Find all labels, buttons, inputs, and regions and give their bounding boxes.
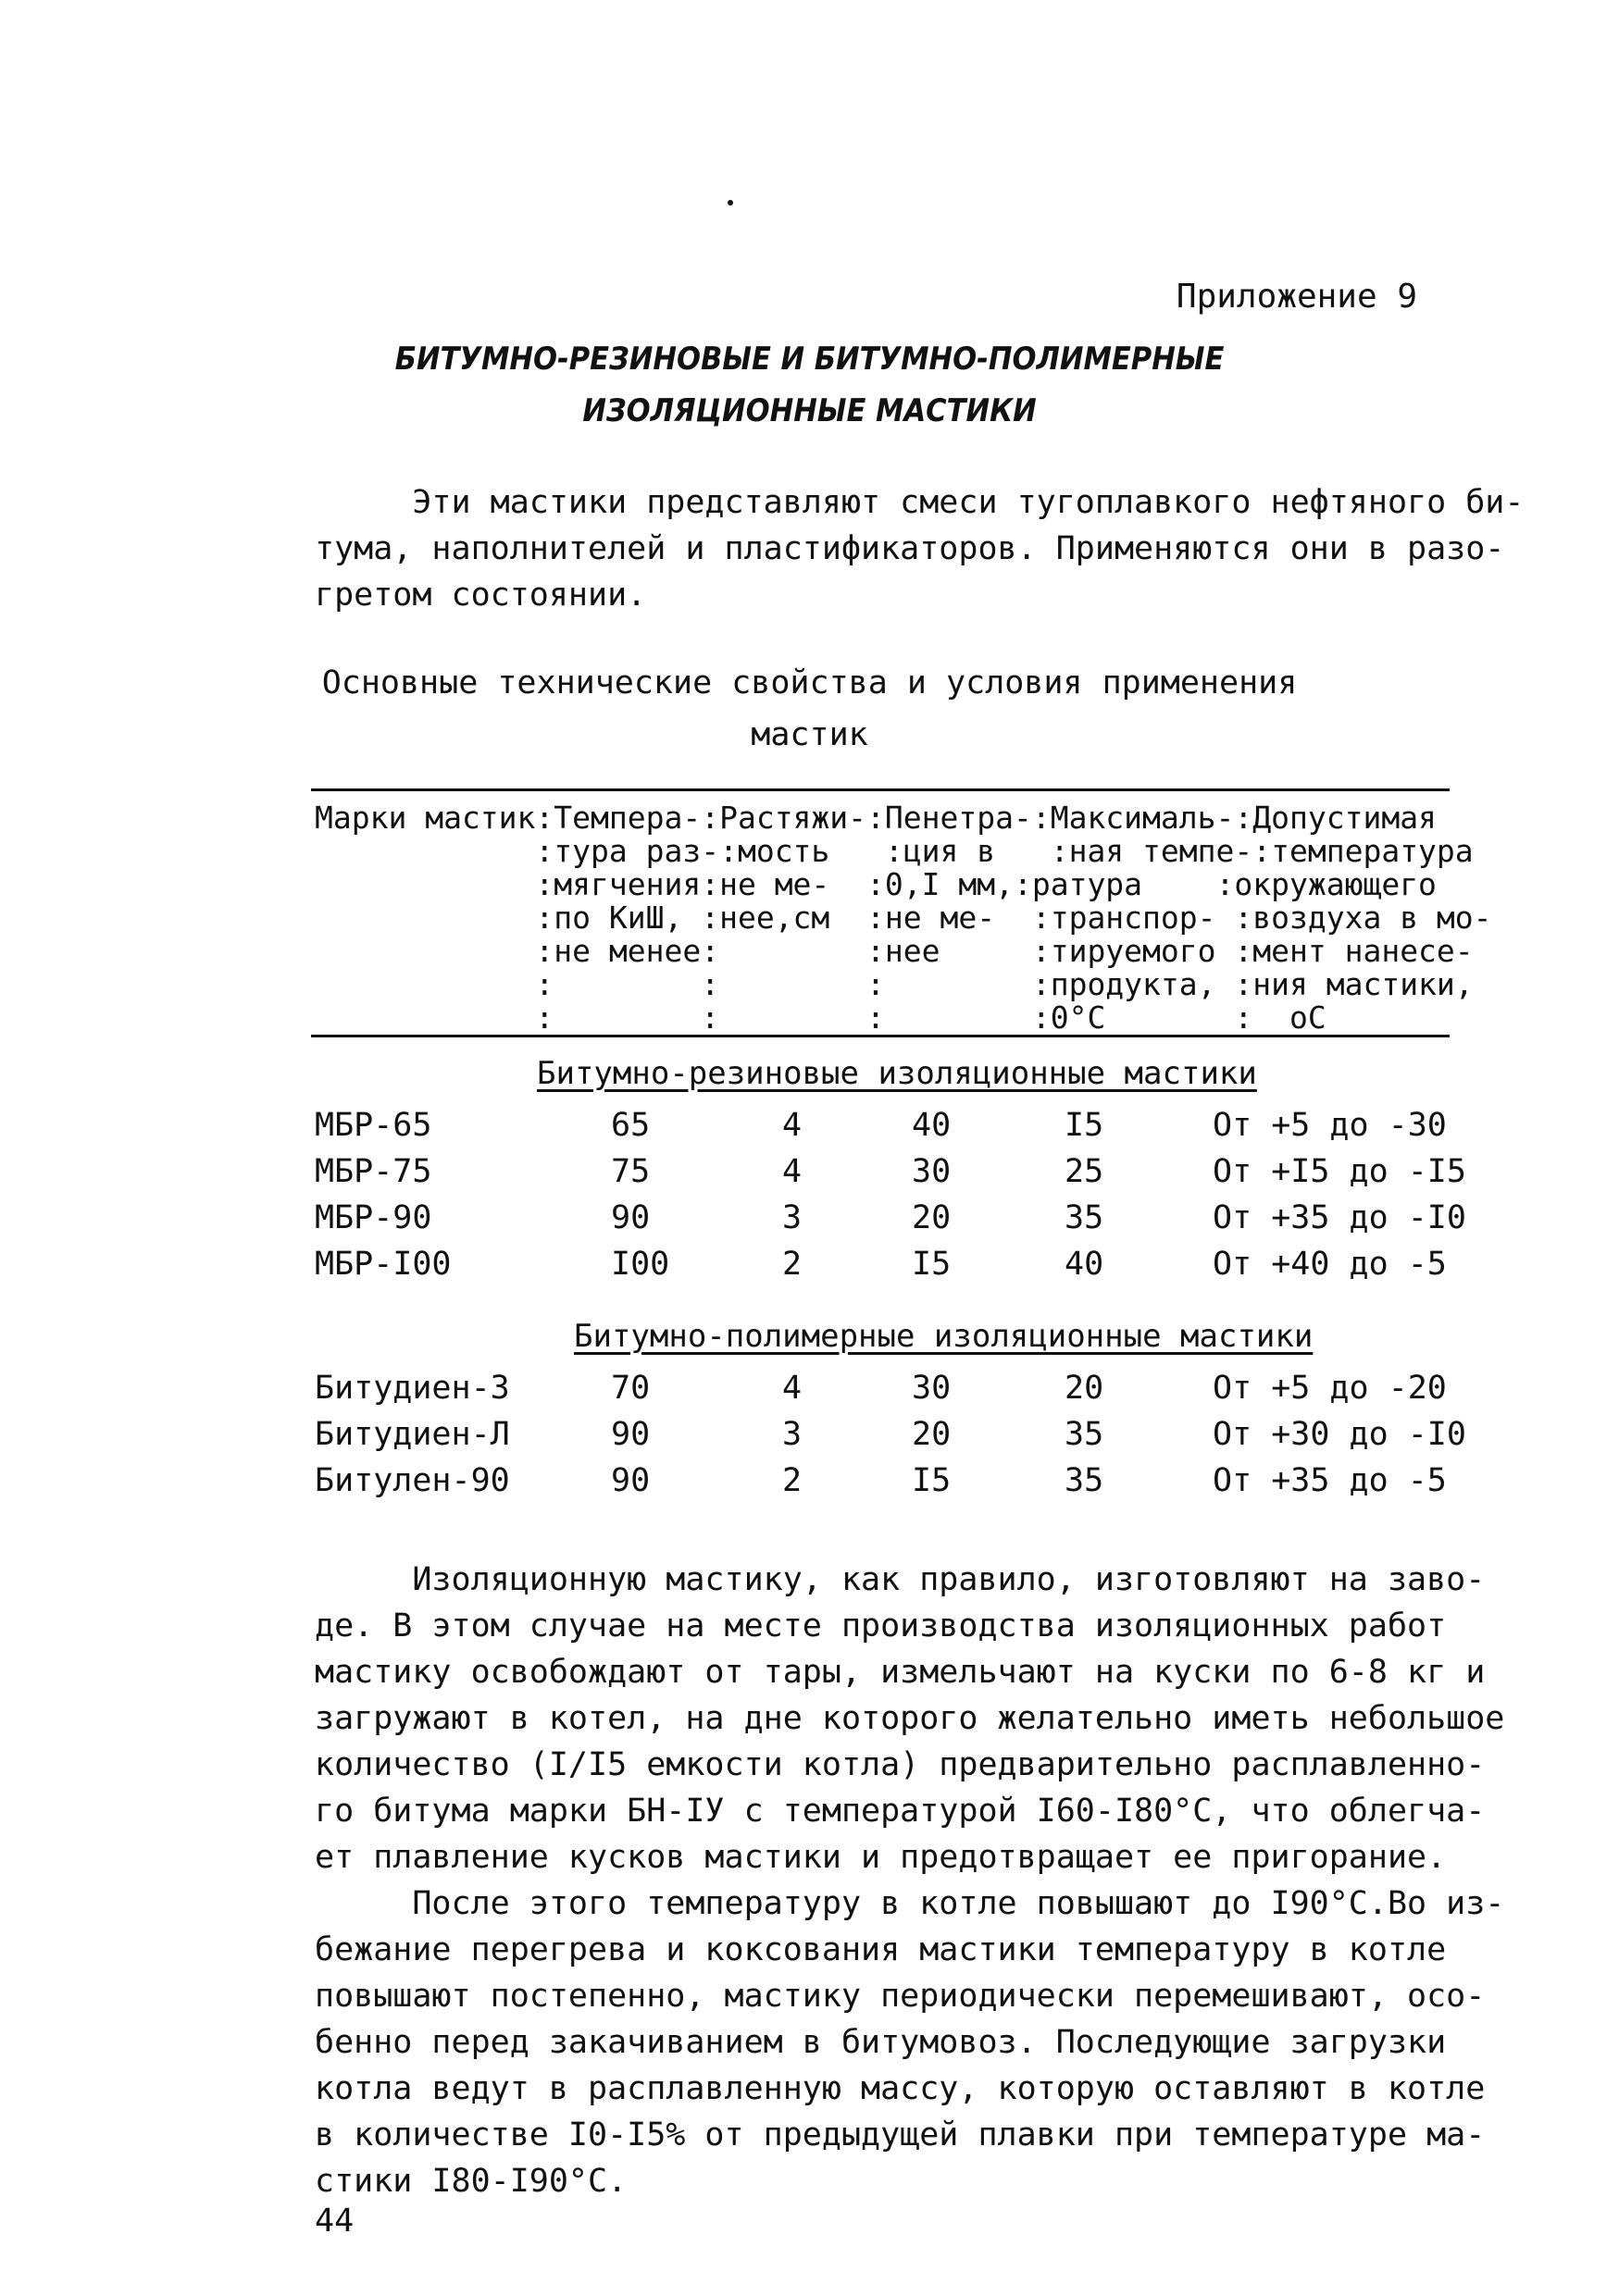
row-name: Битудиен-3 [315, 1370, 510, 1407]
row-name: Битудиен-Л [315, 1416, 510, 1453]
row-stretch: 4 [782, 1153, 803, 1190]
row-allowed-temp: От +I5 до -I5 [1213, 1153, 1466, 1190]
table-row [0, 1199, 1619, 1244]
row-allowed-temp: От +5 до -20 [1213, 1370, 1447, 1407]
page-number: 44 [315, 2203, 355, 2240]
row-max-temp: 35 [1065, 1462, 1104, 1499]
document-title [0, 333, 1619, 437]
table-row [0, 1246, 1619, 1290]
table-row [0, 1107, 1619, 1151]
body-paragraph-1: Изоляционную мастику, как правило, изготовляют на заво- де. В этом случае на месте производства изоляционных работ мастику освобождают от тары, измельчают на куски по 6-8 кг и загружают в котел, на дне которого желательно иметь небольшое количество (I/I5 емкости котла) предварительно расплавленно- го битума марки БН-IУ с температурой I60-I80°С, что облегча- ет плавление кусков мастики и предотвращает ее пригорание. [315, 1561, 1505, 1876]
scan-dot [728, 200, 733, 205]
row-stretch: 3 [782, 1199, 803, 1236]
row-name: МБР-I00 [315, 1246, 452, 1283]
row-allowed-temp: От +30 до -I0 [1213, 1416, 1466, 1453]
row-allowed-temp: От +40 до -5 [1213, 1246, 1447, 1283]
row-max-temp: 35 [1065, 1199, 1104, 1236]
row-penetration: 30 [912, 1153, 952, 1190]
row-penetration: I5 [912, 1246, 952, 1283]
row-softening: 75 [611, 1153, 651, 1190]
row-penetration: 20 [912, 1416, 952, 1453]
row-penetration: 20 [912, 1199, 952, 1236]
row-name: МБР-90 [315, 1199, 432, 1236]
row-softening: 90 [611, 1416, 651, 1453]
caption-line-1: Основные технические свойства и условия применения [321, 664, 1298, 701]
row-stretch: 3 [782, 1416, 803, 1453]
table-caption [0, 657, 1619, 761]
table-row [0, 1153, 1619, 1198]
row-name: Битулен-90 [315, 1462, 510, 1499]
row-allowed-temp: От +35 до -I0 [1213, 1199, 1466, 1236]
table-top-rule [311, 788, 1450, 791]
row-stretch: 2 [782, 1246, 803, 1283]
row-max-temp: 20 [1065, 1370, 1104, 1407]
row-penetration: I5 [912, 1462, 952, 1499]
intro-paragraph: Эти мастики представляют смеси тугоплавкого нефтяного би- тума, наполнителей и пластификаторов. Применяются они в разо- гретом состоянии. [315, 484, 1525, 614]
row-stretch: 4 [782, 1107, 803, 1144]
appendix-label: Приложение 9 [1176, 278, 1417, 316]
row-softening: 65 [611, 1107, 651, 1144]
table-row [0, 1370, 1619, 1414]
table-header: Марки мастик:Темпера-:Растяжи-:Пенетра-:Максималь-:Допустимая :тура раз-:мость :ция в :ная темпе-:температура :мягчения:не ме- :0,I мм,:ратура :окружающего :по КиШ, :нее,см :не ме- :транспор- :воздуха в мо- :не менее: :нее :тируемого :мент нанесе- : : : :продукта, :ния мастики, : : : :0°С : оС [315, 800, 1492, 1036]
title-line-2: ИЗОЛЯЦИОННЫЕ МАСТИКИ [582, 392, 1037, 429]
row-max-temp: I5 [1065, 1107, 1104, 1144]
row-softening: 90 [611, 1462, 651, 1499]
row-softening: 70 [611, 1370, 651, 1407]
row-name: МБР-65 [315, 1107, 432, 1144]
row-penetration: 40 [912, 1107, 952, 1144]
row-max-temp: 40 [1065, 1246, 1104, 1283]
title-line-1: БИТУМНО-РЕЗИНОВЫЕ И БИТУМНО-ПОЛИМЕРНЫЕ [394, 341, 1225, 378]
caption-line-2: мастик [751, 716, 868, 753]
table-row [0, 1462, 1619, 1507]
row-penetration: 30 [912, 1370, 952, 1407]
row-name: МБР-75 [315, 1153, 432, 1190]
row-stretch: 2 [782, 1462, 803, 1499]
table-header-rule [311, 1035, 1450, 1037]
body-paragraph-2: После этого температуру в котле повышают до I90°С.Во из- бежание перегрева и коксования мастики температуру в котле повышают постепенно, мастику периодически перемешивают, осо- бенно перед закачиванием в битумовоз. Последующие загрузки котла ведут в расплавленную массу, которую оставляют в котле в количестве I0-I5% от предыдущей плавки при температуре ма- стики I80-I90°С. [315, 1885, 1505, 2200]
row-max-temp: 35 [1065, 1416, 1104, 1453]
row-softening: 90 [611, 1199, 651, 1236]
row-max-temp: 25 [1065, 1153, 1104, 1190]
row-softening: I00 [611, 1246, 670, 1283]
row-allowed-temp: От +35 до -5 [1213, 1462, 1447, 1499]
row-allowed-temp: От +5 до -30 [1213, 1107, 1447, 1144]
table-row [0, 1416, 1619, 1460]
row-stretch: 4 [782, 1370, 803, 1407]
